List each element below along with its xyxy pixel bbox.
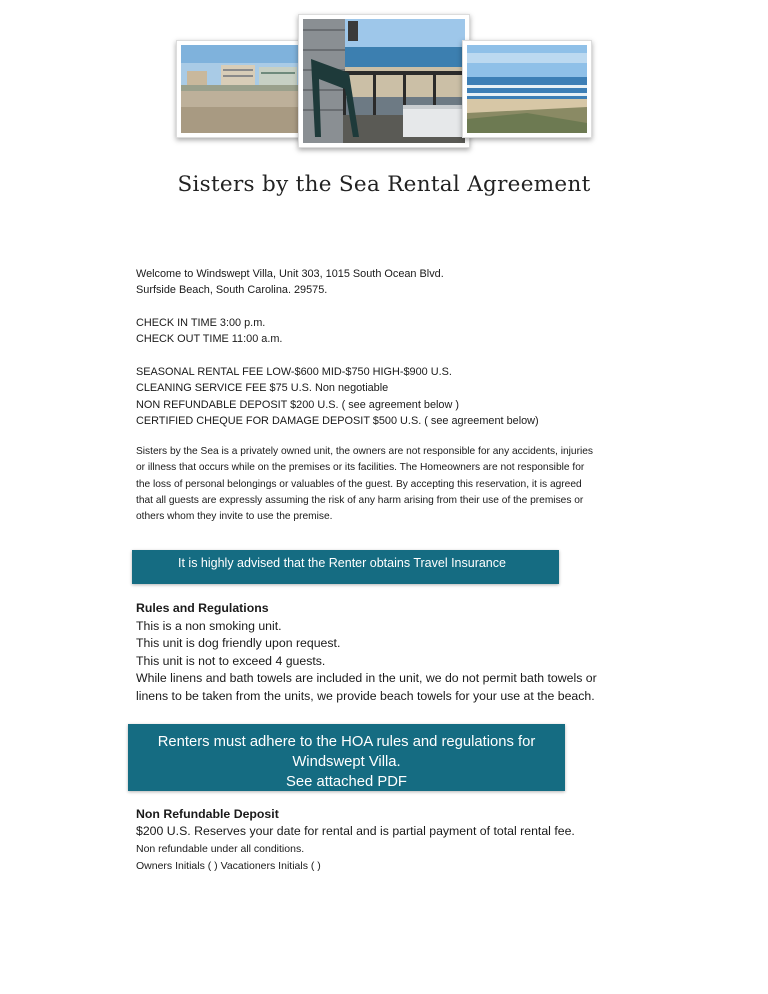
page-title: Sisters by the Sea Rental Agreement xyxy=(177,172,591,197)
rule-item: linens to be taken from the units, we provide beach towels for your use at the beach. xyxy=(136,688,595,703)
photo-balcony-chair xyxy=(298,14,470,148)
intro-address-line: Welcome to Windswept Villa, Unit 303, 1015 South Ocean Blvd. xyxy=(136,268,444,280)
times-block xyxy=(136,315,641,348)
certified-cheque-deposit: CERTIFIED CHEQUE FOR DAMAGE DEPOSIT $500 U.S. ( see agreement below) xyxy=(136,415,539,428)
check-in-time: CHECK IN TIME 3:00 p.m. xyxy=(136,317,266,329)
check-out-time: CHECK OUT TIME 11:00 a.m. xyxy=(136,333,283,346)
intro-block xyxy=(136,266,641,299)
hoa-rules-banner xyxy=(128,724,565,791)
non-refundable-deposit-fee: NON REFUNDABLE DEPOSIT $200 U.S. ( see agreement below ) xyxy=(136,398,460,411)
rules-section xyxy=(136,600,656,706)
liability-line: the loss of personal belongings or valuables of the guest. By accepting this reservation, it is agreed xyxy=(136,478,582,490)
hoa-banner-line: Renters must adhere to the HOA rules and regulations for xyxy=(157,734,536,750)
ocean-dunes-image xyxy=(467,45,587,133)
deposit-condition: Non refundable under all conditions. xyxy=(136,842,305,855)
balcony-image xyxy=(303,19,465,143)
initials-line: Owners Initials ( ) Vacationers Initials ( ) xyxy=(136,860,321,873)
photo-beach-condos xyxy=(176,40,304,138)
liability-line: others whom they invite to use the premise. xyxy=(136,511,333,523)
intro-city-line: Surfside Beach, South Carolina. 29575. xyxy=(136,284,328,297)
header-photos xyxy=(0,0,768,160)
rule-item: This unit is dog friendly upon request. xyxy=(136,636,341,651)
beach-condos-image xyxy=(181,45,299,133)
rules-heading: Rules and Regulations xyxy=(136,601,269,615)
seasonal-rental-fee: SEASONAL RENTAL FEE LOW-$600 MID-$750 HIGH-$900 U.S. xyxy=(136,366,452,378)
liability-line: or illness that occurs while on the premises or its facilities. The Homeowners are not responsible for xyxy=(136,462,585,474)
deposit-heading: Non Refundable Deposit xyxy=(136,807,279,821)
photo-ocean-dunes xyxy=(462,40,592,138)
liability-paragraph xyxy=(136,444,636,525)
rule-item: This unit is not to exceed 4 guests. xyxy=(136,653,326,668)
travel-insurance-banner: It is highly advised that the Renter obtains Travel Insurance xyxy=(132,550,559,584)
deposit-terms: $200 U.S. Reserves your date for rental and is partial payment of total rental fee. xyxy=(136,824,575,839)
hoa-banner-line: See attached PDF xyxy=(286,774,407,790)
rule-item: While linens and bath towels are included in the unit, we do not permit bath towels or xyxy=(136,671,597,686)
deposit-section xyxy=(136,806,656,876)
rule-item: This is a non smoking unit. xyxy=(136,618,282,633)
liability-line: that all guests are expressly assuming the risk of any harm arising from their use of the premises or xyxy=(136,494,584,506)
fees-block xyxy=(136,364,641,430)
liability-line: Sisters by the Sea is a privately owned unit, the owners are not responsible for any accidents, injuries xyxy=(136,446,593,457)
hoa-banner-line: Windswept Villa. xyxy=(292,754,401,770)
cleaning-service-fee: CLEANING SERVICE FEE $75 U.S. Non negotiable xyxy=(136,382,389,395)
